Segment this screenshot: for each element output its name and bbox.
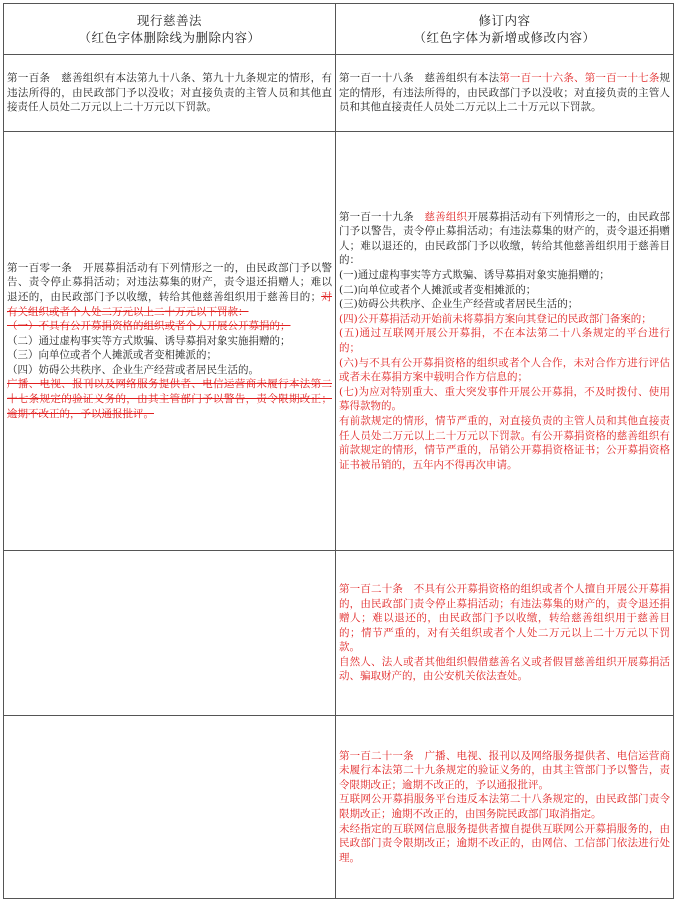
table-row [4, 551, 674, 716]
header-left-title: 现行慈善法 [136, 13, 202, 28]
article-intro: 第一百零一条 开展募捐活动有下列情形之一的，由民政部门予以警告、责令停止募捐活动；对违法募集的财产，责令退还捐赠人；难以退还的，由民政部门予以收缴，转给其他慈善组织用于慈善目的； [7, 261, 332, 303]
article-text: 第一百条 慈善组织有本法第九十八条、第九十九条规定的情形，有违法所得的，由民政部门予以没收；对直接负责的主管人员和其他直接责任人员处二万元以上二十万元以下罚款。 [7, 72, 332, 114]
table-row [4, 716, 674, 899]
header-right-title: 修订内容 [478, 13, 531, 28]
header-current-law [4, 4, 336, 55]
current-empty-cell [4, 551, 336, 716]
revised-article-118 [336, 55, 674, 132]
added-text: 第一百一十六条、第一百一十七条 [499, 72, 660, 85]
table-header-row [4, 4, 674, 55]
current-article-101 [4, 132, 336, 551]
added-item: (五)通过互联网开展公开募捐，不在本法第二十八条规定的平台进行的； [339, 327, 670, 354]
revised-article-121 [336, 716, 674, 899]
added-text: 慈善组织 [424, 210, 468, 223]
added-paragraph: 第一百二十条 不具有公开募捐资格的组织或者个人擅自开展公开募捐的，由民政部门责令停止募捐活动；有违法募集的财产的，责令退还捐赠人；难以退还的，由民政部门予以收缴，转给慈善组织用于慈善目的；情节严重的，对有关组织或者个人处二万元以上二十万元以下罚款。 [339, 582, 670, 654]
current-empty-cell [4, 716, 336, 899]
table-row [4, 55, 674, 132]
list-item: (一)通过虚构事实等方式欺骗、诱导募捐对象实施捐赠的； [339, 269, 610, 282]
revised-article-120 [336, 551, 674, 716]
deleted-text: 对有关组织或者个人处二万元以上二十万元以下罚款： [7, 290, 333, 318]
revised-article-119 [336, 132, 674, 551]
current-article-100 [4, 55, 336, 132]
table-row [4, 132, 674, 551]
added-paragraph: 第一百二十一条 广播、电视、报刊以及网络服务提供者、电信运营商未履行本法第二十九条规定的验证义务的，由其主管部门予以警告，责令限期改正；逾期不改正的，予以通报批评。 [339, 749, 670, 791]
added-paragraph: 互联网公开募捐服务平台违反本法第二十八条规定的，由民政部门责令限期改正；逾期不改正的，由国务院民政部门取消指定。 [339, 793, 670, 820]
deleted-item: （一）不具有公开募捐资格的组织或者个人开展公开募捐的； [7, 320, 291, 333]
comparison-table [3, 3, 674, 899]
added-item: (四)公开募捐活动开始前未将募捐方案向其登记的民政部门备案的； [339, 312, 652, 325]
header-revision [336, 4, 674, 55]
header-left-note: （红色字体删除线为删除内容） [78, 30, 261, 45]
added-paragraph: 未经指定的互联网信息服务提供者擅自提供互联网公开募捐服务的，由民政部门责令限期改正；逾期不改正的，由网信、工信部门依法进行处理。 [339, 822, 670, 864]
list-item: （四）妨碍公共秩序、企业生产经营或者居民生活的。 [7, 363, 259, 376]
deleted-paragraph: 广播、电视、报刊以及网络服务提供者、电信运营商未履行本法第二十七条规定的验证义务的，由其主管部门予以警告，责令限期改正；逾期不改正的，予以通报批评。 [7, 378, 332, 420]
article-text-part: 第一百一十九条 [339, 210, 425, 223]
article-text-part: 规定的情形，有违法所得的，由民政部门予以没收；对直接负责的主管人员和其他直接责任人员处二万元以上二十万元以下罚款。 [339, 72, 670, 114]
list-item: （二）通过虚构事实等方式欺骗、诱导募捐对象实施捐赠的； [7, 334, 291, 347]
list-item: （三）向单位或者个人摊派或者变相摊派的； [7, 349, 217, 362]
list-item: (三)妨碍公共秩序、企业生产经营或者居民生活的； [339, 298, 579, 311]
article-text-part: 第一百一十八条 慈善组织有本法 [339, 72, 500, 85]
added-paragraph: 有前款规定的情形，情节严重的，对直接负责的主管人员和其他直接责任人员处二万元以上二十万元以下罚款。有公开募捐资格的慈善组织有前款规定的情形，情节严重的，吊销公开募捐资格证书；公开募捐资格证书被吊销的，五年内不得再次申请。 [339, 414, 670, 471]
header-right-note: （红色字体为新增或修改内容） [413, 30, 596, 45]
added-item: (七)为应对特别重大、重大突发事件开展公开募捐，不及时拨付、使用募得款物的。 [339, 385, 670, 413]
added-item: (六)与不具有公开募捐资格的组织或者个人合作，未对合作方进行评估或者未在募捐方案中载明合作方信息的； [339, 356, 670, 384]
article-text-part: 开展募捐活动有下列情形之一的，由民政部门予以警告，责令停止募捐活动；有违法募集的财产的，责令退还捐赠人；难以退还的，由民政部门予以收缴，转给其他慈善组织用于慈善目的： [339, 210, 671, 267]
added-paragraph: 自然人、法人或者其他组织假借慈善名义或者假冒慈善组织开展募捐活动、骗取财产的，由公安机关依法查处。 [339, 655, 670, 683]
list-item: (二)向单位或者个人摊派或者变相摊派的； [339, 283, 537, 296]
